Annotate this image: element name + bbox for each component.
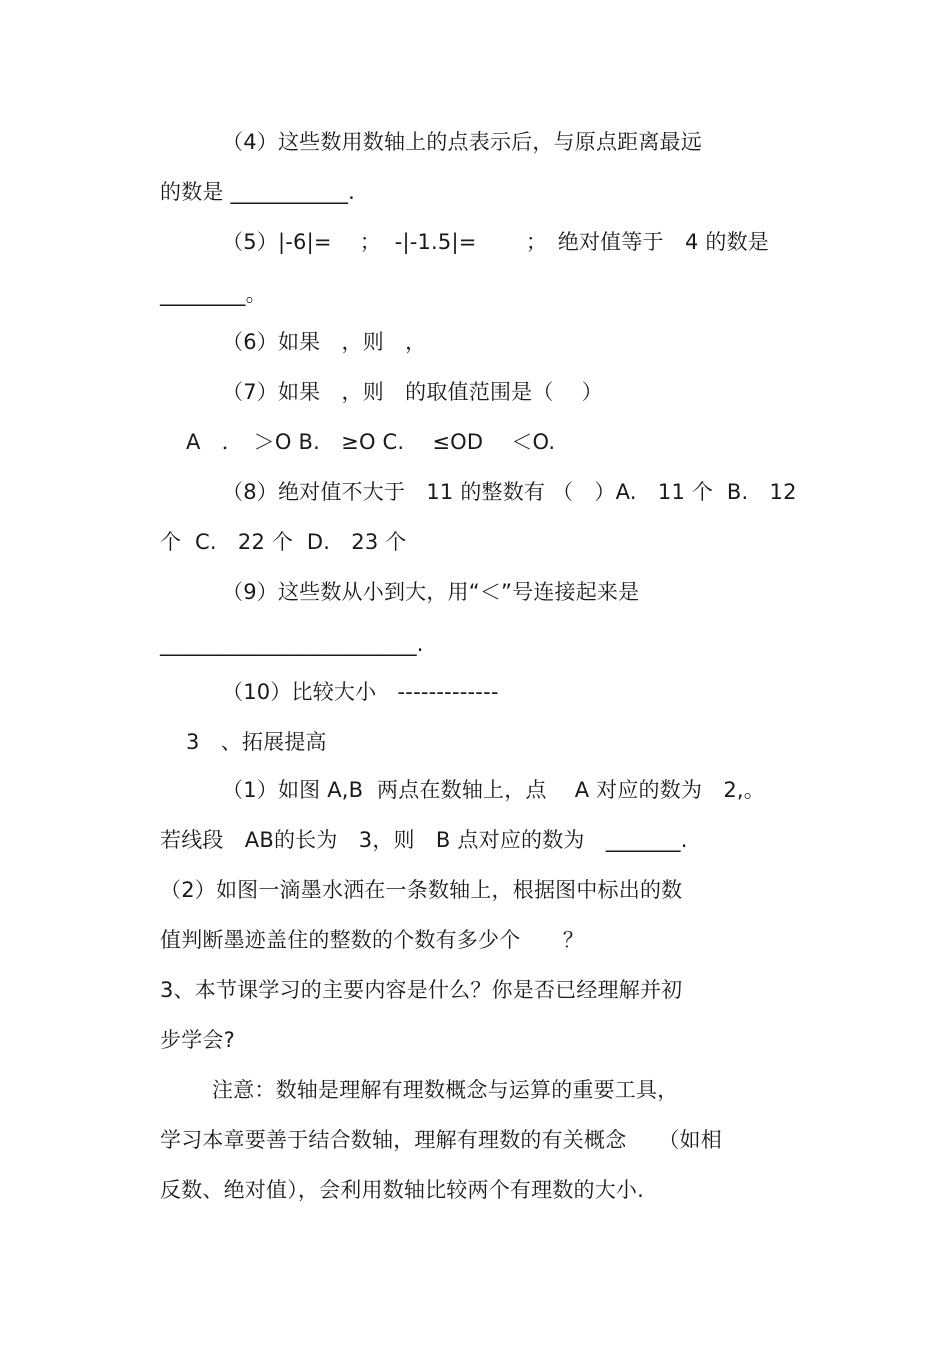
text-line-ext1-a: （1）如图 A,B 两点在数轴上，点 A 对应的数为 2,。 — [222, 778, 765, 802]
text-line-q7-options: A ． ＞O B. ≥O C. ≤OD ＜O. — [186, 430, 556, 454]
text-line-summary-b: 步学会? — [160, 1028, 235, 1052]
text-line-q5-b: ________。 — [160, 282, 267, 306]
text-line-q4-a: （4）这些数用数轴上的点表示后，与原点距离最远 — [222, 130, 702, 154]
text-line-ext1-b: 若线段 AB的长为 3，则 B 点对应的数为 _______. — [160, 828, 688, 852]
text-line-note-a: 注意：数轴是理解有理数概念与运算的重要工具， — [212, 1078, 679, 1102]
text-line-q4-b: 的数是 ___________. — [160, 180, 356, 204]
text-line-summary-a: 3、本节课学习的主要内容是什么？你是否已经理解并初 — [160, 978, 683, 1002]
text-line-ext2-a: （2）如图一滴墨水洒在一条数轴上，根据图中标出的数 — [160, 878, 683, 902]
text-line-q7: （7）如果 ，则 的取值范围是（ ） — [222, 380, 603, 404]
text-line-ext2-b: 值判断墨迹盖住的整数的个数有多少个 ？ — [160, 928, 584, 952]
text-line-q5-a: （5）|-6|= ； -|-1.5|= ； 绝对值等于 4 的数是 — [222, 230, 769, 254]
text-line-q6: （6）如果 ，则 ， — [222, 330, 427, 354]
text-line-q9-b: ________________________. — [160, 632, 424, 656]
text-line-note-c: 反数、绝对值），会利用数轴比较两个有理数的大小. — [160, 1178, 644, 1202]
text-line-q9-a: （9）这些数从小到大，用“＜”号连接起来是 — [222, 580, 640, 604]
section-heading-extension: 3 、拓展提高 — [186, 730, 327, 754]
text-line-q8-a: （8）绝对值不大于 11 的整数有 （ ）A. 11 个 B. 12 — [222, 480, 797, 504]
text-line-note-b: 学习本章要善于结合数轴，理解有理数的有关概念 （如相 — [160, 1128, 722, 1152]
text-line-q10: （10）比较大小 ------------- — [222, 680, 499, 704]
text-line-q8-b: 个 C. 22 个 D. 23 个 — [160, 530, 407, 554]
